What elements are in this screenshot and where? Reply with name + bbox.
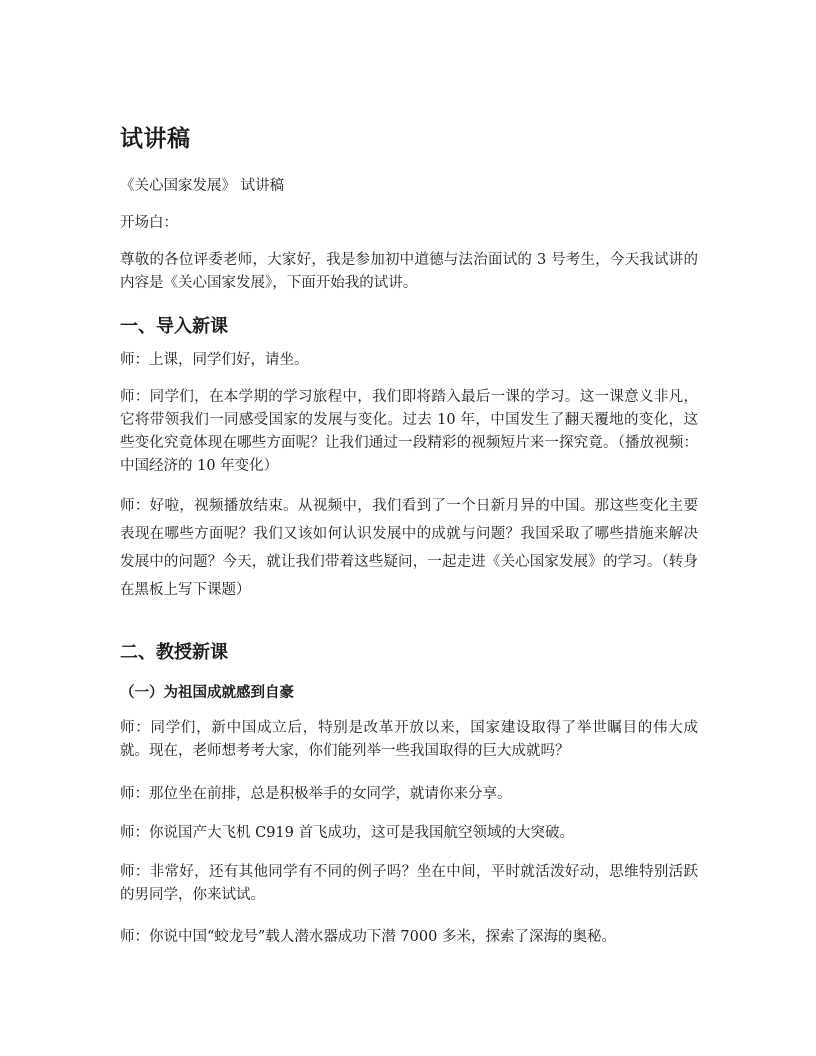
section-heading-teaching: 二、教授新课 [120,642,228,663]
opening-text: 尊敬的各位评委老师，大家好，我是参加初中道德与法治面试的 3 号考生，今天我试讲的内容是《关心国家发展》，下面开始我的试讲。 [120,252,698,291]
teaching-paragraph-2: 师：那位坐在前排，总是积极举手的女同学，就请你来分享。 [120,786,512,802]
teaching-paragraph-5: 师：你说中国“蛟龙号”载人潜水器成功下潜 7000 多米，探索了深海的奥秘。 [120,929,616,945]
teaching-paragraph-4: 师：非常好，还有其他同学有不同的例子吗？坐在中间，平时就活泼好动，思维特别活跃的男同学，你来试试。 [120,864,698,903]
intro-paragraph-2: 师：同学们，在本学期的学习旅程中，我们即将踏入最后一课的学习。这一课意义非凡，它将带领我们一同感受国家的发展与变化。过去 10 年，中国发生了翻天覆地的变化，这些变化究竟体现在哪些方面呢？让我们通过一段精彩的视频短片来一探究竟。（播放视频：中国经济的 10 年变化） [120,389,698,474]
opening-label: 开场白： [120,215,178,231]
subtitle: 《关心国家发展》 试讲稿 [120,178,285,194]
intro-paragraph-1: 师：上课，同学们好，请坐。 [120,352,309,368]
intro-paragraph-3: 师：好啦，视频播放结束。从视频中，我们看到了一个日新月异的中国。那这些变化主要表现在哪些方面呢？我们又该如何认识发展中的成就与问题？我国采取了哪些措施来解决发展中的问题？今天，就让我们带着这些疑问，一起走进《关心国家发展》的学习。（转身在黑板上写下课题） [120,498,698,598]
document-title: 试讲稿 [120,126,191,152]
section-heading-intro: 一、导入新课 [120,316,228,337]
teaching-paragraph-3: 师：你说国产大飞机 C919 首飞成功，这可是我国航空领域的大突破。 [120,825,574,841]
subsection-heading-achievements: （一）为祖国成就感到自豪 [120,685,294,701]
teaching-paragraph-1: 师：同学们，新中国成立后，特别是改革开放以来，国家建设取得了举世瞩目的伟大成就。现在，老师想考考大家，你们能列举一些我国取得的巨大成就吗？ [120,720,698,759]
